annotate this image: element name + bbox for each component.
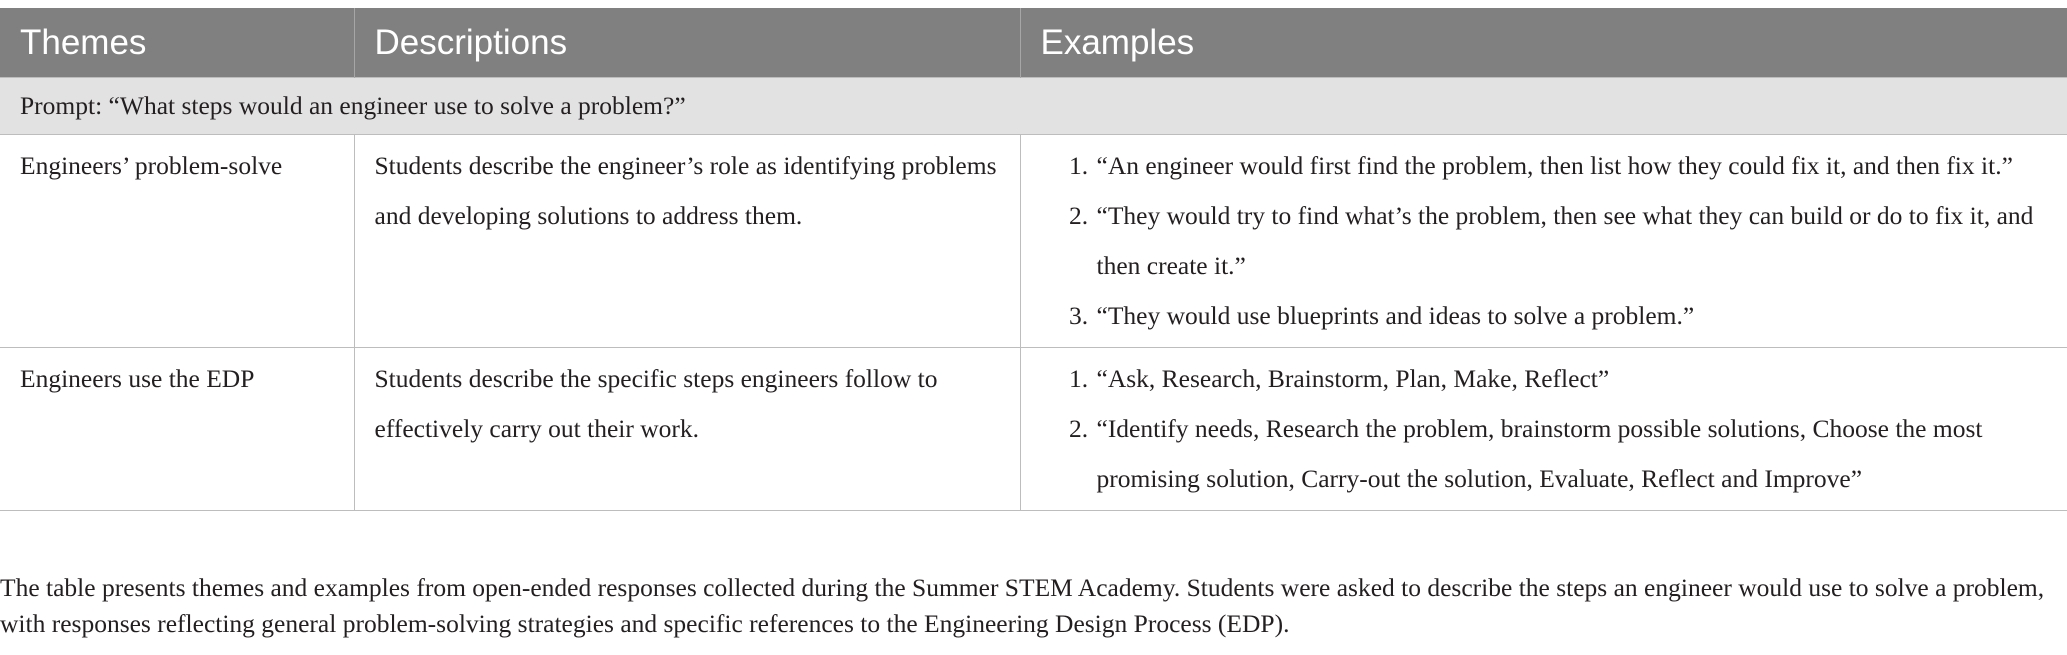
example-item: 2. “Identify needs, Research the problem, brainstorm possible solutions, Choose the most promising solution, Carry-out the solution, Evaluate, Reflect and Improve” [1095,404,2048,504]
example-item: 1. “Ask, Research, Brainstorm, Plan, Make, Reflect” [1095,354,2048,404]
description-cell: Students describe the engineer’s role as identifying problems and developing solutions to address them. [354,135,1020,348]
table-row [0,348,2067,511]
header-themes: Themes [0,8,354,78]
themes-table [0,8,2067,511]
prompt-text: Prompt: “What steps would an engineer use to solve a problem?” [0,78,2067,135]
description-cell: Students describe the specific steps engineers follow to effectively carry out their work. [354,348,1020,511]
theme-cell: Engineers use the EDP [0,348,354,511]
theme-cell: Engineers’ problem-solve [0,135,354,348]
table-header-row [0,8,2067,78]
prompt-row [0,78,2067,135]
examples-cell [1020,135,2067,348]
examples-list [1041,354,2048,504]
example-item: 1. “An engineer would first find the problem, then list how they could fix it, and then fix it.” [1095,141,2048,191]
header-descriptions: Descriptions [354,8,1020,78]
themes-table-container [0,8,2067,511]
header-examples: Examples [1020,8,2067,78]
example-item: 3. “They would use blueprints and ideas to solve a problem.” [1095,291,2048,341]
table-row [0,135,2067,348]
example-item: 2. “They would try to find what’s the problem, then see what they can build or do to fix it, and then create it.” [1095,191,2048,291]
table-caption: The table presents themes and examples from open-ended responses collected during the Summer STEM Academy. Students were asked to describe the steps an engineer would use to solve a problem, with responses reflecting general problem-solving strategies and specific references to the Engineering Design Process (EDP). [0,573,2045,638]
examples-cell [1020,348,2067,511]
examples-list [1041,141,2048,341]
